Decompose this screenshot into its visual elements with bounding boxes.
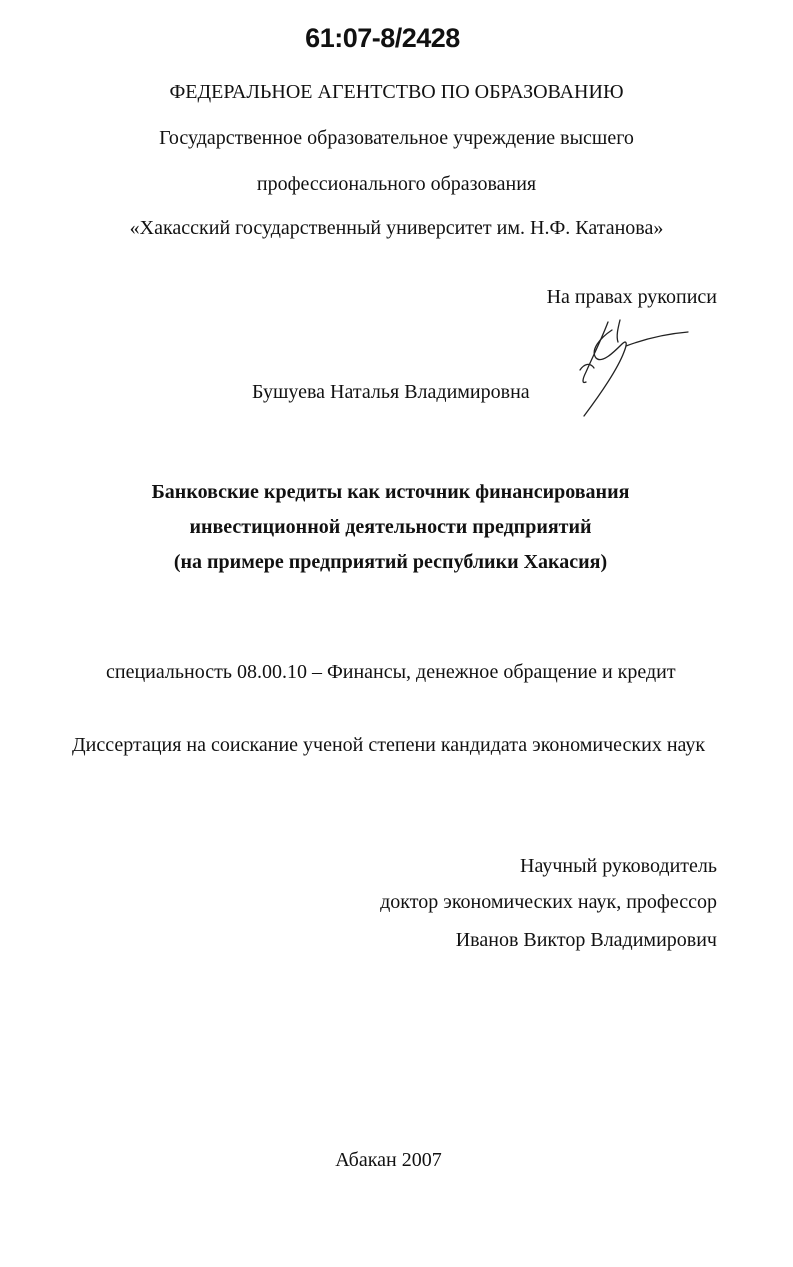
agency-heading: ФЕДЕРАЛЬНОЕ АГЕНТСТВО ПО ОБРАЗОВАНИЮ bbox=[169, 81, 624, 103]
thesis-title-line-1: Банковские кредиты как источник финансирования bbox=[151, 481, 630, 503]
institution-line-1: Государственное образовательное учреждение высшего bbox=[159, 127, 634, 149]
institution-line-2: профессионального образования bbox=[256, 173, 537, 195]
thesis-title-line-2: инвестиционной деятельности предприятий bbox=[189, 516, 592, 538]
supervisor-rank: доктор экономических наук, профессор bbox=[380, 891, 717, 913]
signature-image bbox=[572, 312, 694, 418]
place-and-year: Абакан 2007 bbox=[335, 1149, 442, 1171]
university-name: «Хакасский государственный университет им. Н.Ф. Катанова» bbox=[129, 217, 664, 239]
supervisor-label: Научный руководитель bbox=[520, 855, 717, 877]
signature-stroke bbox=[584, 330, 626, 416]
archive-stamp-code: 61:07-8/2428 bbox=[305, 23, 460, 53]
specialty-line: специальность 08.00.10 – Финансы, денежное обращение и кредит bbox=[106, 661, 676, 683]
signature-stroke bbox=[626, 332, 688, 346]
signature-stroke bbox=[617, 320, 620, 342]
author-name: Бушуева Наталья Владимировна bbox=[252, 381, 530, 403]
thesis-title-line-3: (на примере предприятий республики Хакасия) bbox=[173, 551, 608, 573]
signature-stroke bbox=[583, 322, 608, 383]
degree-line: Диссертация на соискание ученой степени кандидата экономических наук bbox=[72, 734, 706, 756]
manuscript-note: На правах рукописи bbox=[546, 286, 717, 308]
supervisor-name: Иванов Виктор Владимирович bbox=[455, 929, 717, 951]
